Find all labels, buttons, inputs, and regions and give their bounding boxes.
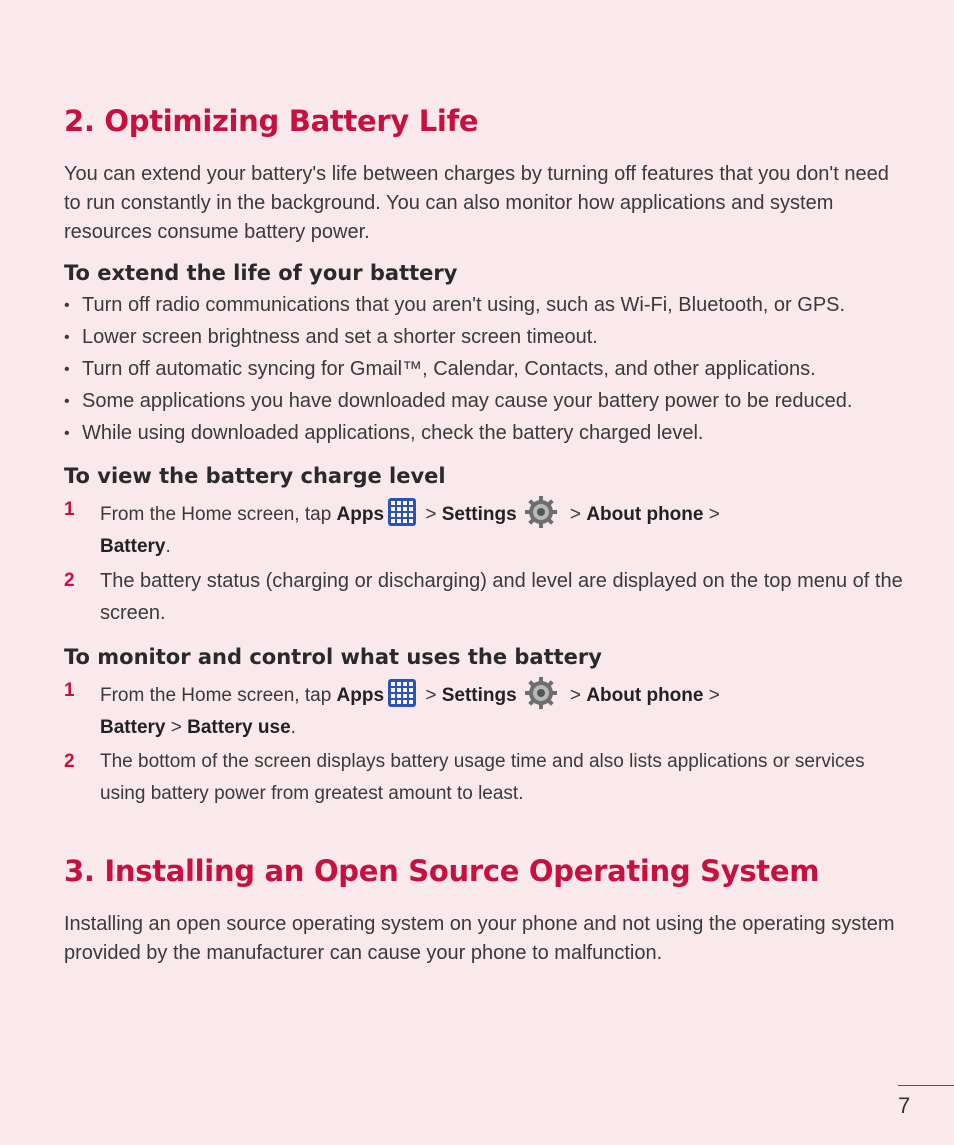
battery-label: Battery <box>100 717 166 738</box>
step-item: 1 From the Home screen, tap Apps > Settings > About phone > Battery. <box>64 494 904 563</box>
monitor-battery-steps <box>64 675 904 810</box>
view-charge-heading: To view the battery charge level <box>64 464 446 488</box>
settings-label: Settings <box>441 685 517 706</box>
apps-grid-icon <box>388 679 416 707</box>
section-2-intro: You can extend your battery's life between charges by turning off features that you don't need to run constantly in the background. You can also monitor how applications and system resources consume battery power. <box>64 163 889 243</box>
list-item: • While using downloaded applications, check the battery charged level. <box>64 422 704 444</box>
page-number: 7 <box>898 1093 911 1118</box>
monitor-battery-heading: To monitor and control what uses the battery <box>64 645 602 669</box>
list-item: • Turn off automatic syncing for Gmail™, Calendar, Contacts, and other applications. <box>64 358 816 380</box>
apps-label: Apps <box>336 504 385 525</box>
list-item: • Turn off radio communications that you aren't using, such as Wi-Fi, Bluetooth, or GPS. <box>64 294 846 316</box>
battery-use-label: Battery use <box>187 717 291 738</box>
battery-label: Battery <box>100 536 166 557</box>
about-phone-label: About phone <box>586 685 704 706</box>
section-3-intro: Installing an open source operating system on your phone and not using the operating system provided by the manufacturer can cause your phone to malfunction. <box>64 913 895 964</box>
apps-label: Apps <box>336 685 385 706</box>
list-item: • Some applications you have downloaded may cause your battery power to be reduced. <box>64 390 853 412</box>
footer-divider <box>898 1085 954 1086</box>
step-item: 2 The battery status (charging or discharging) and level are displayed on the top menu of the screen. <box>64 570 903 624</box>
settings-label: Settings <box>441 504 517 525</box>
view-charge-steps <box>64 494 904 629</box>
section-2-title: 2. Optimizing Battery Life <box>64 104 479 138</box>
step-item: 1 From the Home screen, tap Apps > Settings > About phone > Battery > Battery use. <box>64 675 904 744</box>
settings-gear-icon <box>523 675 559 711</box>
extend-battery-heading: To extend the life of your battery <box>64 261 458 285</box>
manual-page <box>64 104 904 982</box>
step-item: 2 The bottom of the screen displays battery usage time and also lists applications or services using battery power from greatest amount to least. <box>64 751 865 804</box>
settings-gear-icon <box>523 494 559 530</box>
extend-battery-list <box>64 291 904 448</box>
list-item: • Lower screen brightness and set a shorter screen timeout. <box>64 326 598 348</box>
section-3-title: 3. Installing an Open Source Operating System <box>64 854 820 888</box>
apps-grid-icon <box>388 498 416 526</box>
about-phone-label: About phone <box>586 504 704 525</box>
